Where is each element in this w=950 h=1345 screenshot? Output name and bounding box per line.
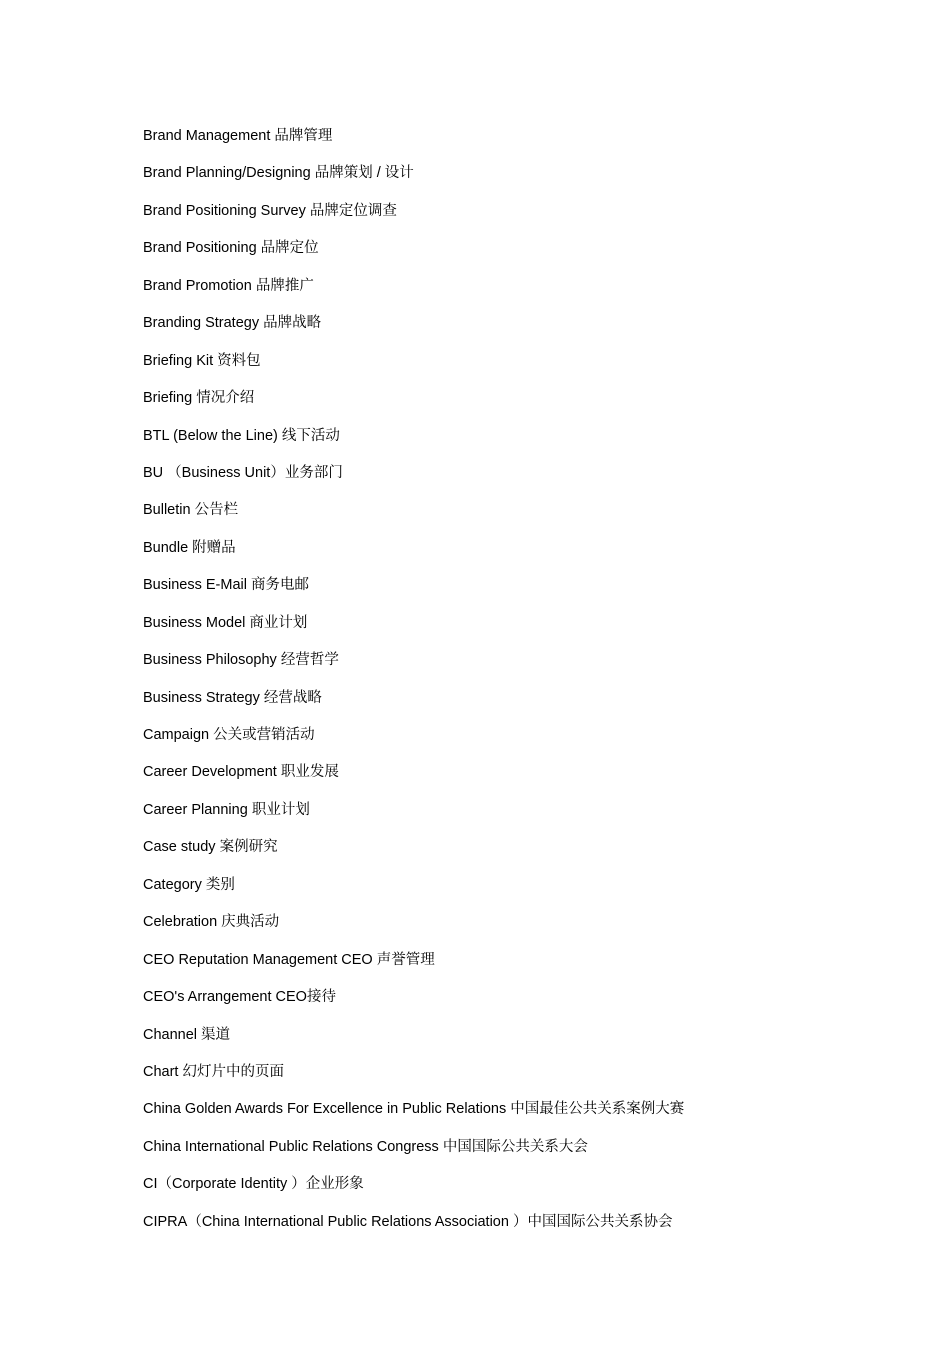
glossary-entry: Brand Positioning Survey 品牌定位调查 [143, 202, 397, 219]
glossary-entry: Briefing 情况介绍 [143, 390, 255, 407]
glossary-entry: Case study 案例研究 [143, 839, 278, 856]
glossary-entry: Bundle 附赠品 [143, 539, 236, 556]
glossary-entry: CI（Corporate Identity ）企业形象 [143, 1176, 364, 1193]
glossary-entry: Business Philosophy 经营哲学 [143, 652, 339, 669]
glossary-entry: BU （Business Unit）业务部门 [143, 464, 343, 481]
glossary-entry: Celebration 庆典活动 [143, 914, 280, 931]
glossary-entry: Bulletin 公告栏 [143, 502, 239, 519]
glossary-entry: Brand Positioning 品牌定位 [143, 240, 319, 257]
glossary-entry: Chart 幻灯片中的页面 [143, 1063, 284, 1080]
glossary-entry: Channel 渠道 [143, 1026, 231, 1043]
glossary-entry: CEO's Arrangement CEO接待 [143, 989, 336, 1006]
glossary-entry: Branding Strategy 品牌战略 [143, 315, 322, 332]
glossary-entry: BTL (Below the Line) 线下活动 [143, 427, 340, 444]
glossary-entry: Briefing Kit 资料包 [143, 352, 261, 369]
glossary-entry: China Golden Awards For Excellence in Public Relations 中国最佳公共关系案例大赛 [143, 1101, 685, 1118]
glossary-entry: CEO Reputation Management CEO 声誉管理 [143, 951, 435, 968]
glossary-entry: Business E-Mail 商务电邮 [143, 577, 309, 594]
glossary-entry: Category 类别 [143, 876, 235, 893]
glossary-entry: Brand Planning/Designing 品牌策划 / 设计 [143, 165, 414, 182]
glossary-entry: Business Strategy 经营战略 [143, 689, 322, 706]
glossary-list [143, 125, 684, 1248]
glossary-entry: China International Public Relations Congress 中国国际公共关系大会 [143, 1138, 588, 1155]
glossary-entry: Brand Promotion 品牌推广 [143, 277, 314, 294]
glossary-entry: Career Development 职业发展 [143, 764, 339, 781]
glossary-entry: Brand Management 品牌管理 [143, 128, 333, 144]
glossary-entry: Career Planning 职业计划 [143, 801, 310, 818]
glossary-entry: CIPRA（China International Public Relations Association ）中国国际公共关系协会 [143, 1213, 673, 1230]
glossary-entry: Campaign 公关或营销活动 [143, 727, 315, 743]
glossary-entry: Business Model 商业计划 [143, 614, 308, 631]
